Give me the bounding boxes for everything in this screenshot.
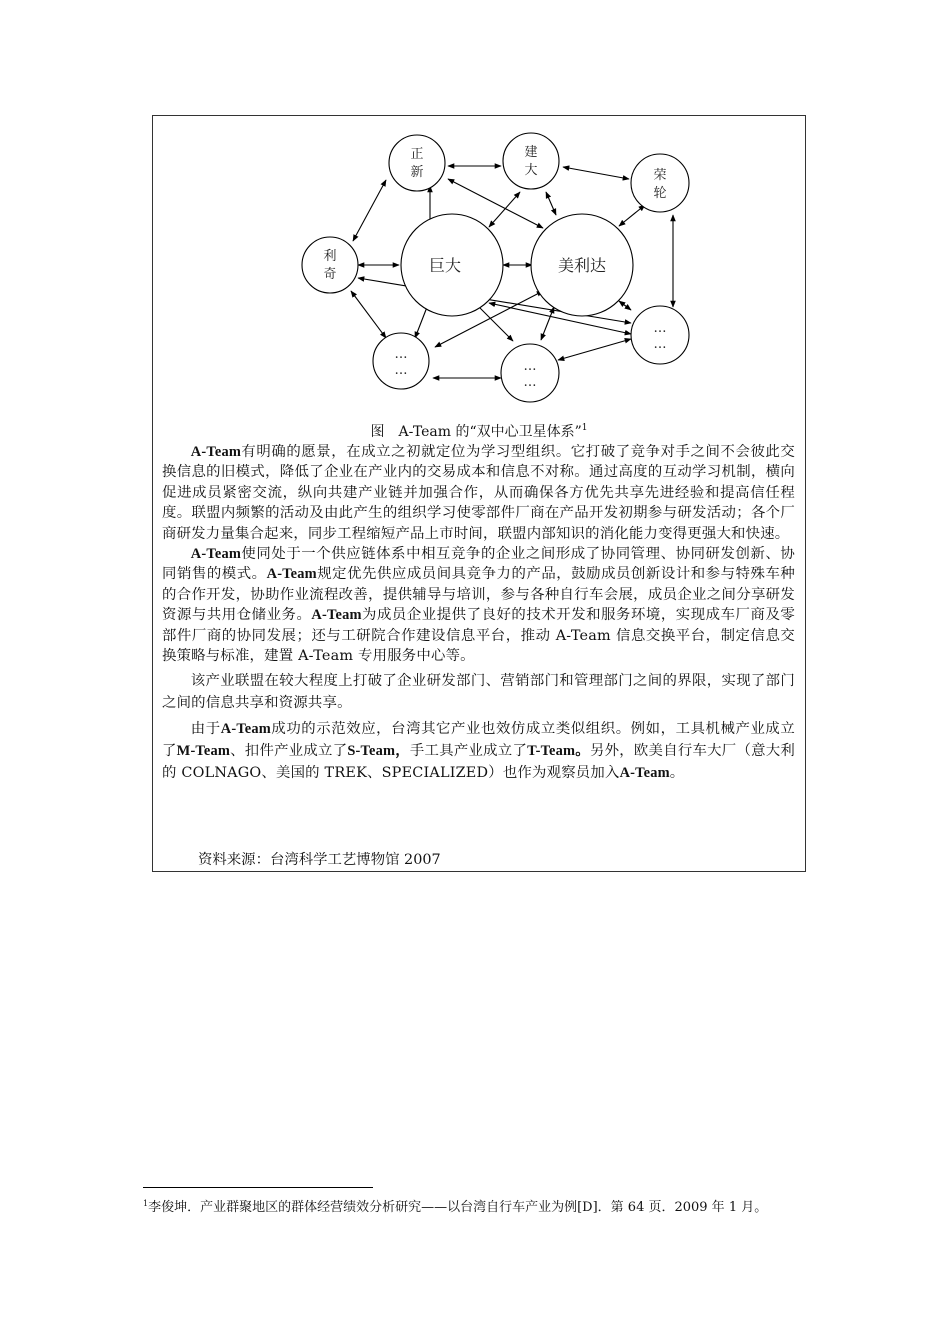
figure-body-text xyxy=(162,442,795,784)
paragraph-1 xyxy=(162,442,795,544)
node-jianda-label-2: 大 xyxy=(524,163,538,178)
p1-text: 有明确的愿景，在成立之初就定位为学习型组织。它打破了竞争对手之间不会彼此交换信息的旧模式，降低了企业在产业内的交易成本和信息不对称。通过高度的互动学习机制，横向促进成员紧密交流，纵向共建产业链并加强合作，从而确保各方优先共享先进经验和提高信任程度。联盟内频繁的活动及由此产生的组织学习使零部件厂商在产品开发初期参与研发活动；各个厂商研发力量集合起来，同步工程缩短产品上市时间，联盟内部知识的消化能力变得更强大和快速。 xyxy=(162,444,795,542)
p2-mid2: A-Team xyxy=(311,607,362,624)
figure-box xyxy=(152,115,806,872)
footnote-separator xyxy=(143,1187,373,1188)
arrow-liqi-zhengxin xyxy=(353,180,386,241)
figure-caption-text: 图 A-Team 的“双中心卫星体系” xyxy=(370,424,582,440)
node-liqi xyxy=(302,237,358,293)
node-ronglun-label-2: 轮 xyxy=(653,186,667,201)
p4-b4: T-Team。 xyxy=(527,743,590,760)
dual-center-satellite-diagram xyxy=(153,116,807,416)
node-dots-r-label-1: … xyxy=(653,321,667,336)
p4-text-a: 由于 xyxy=(190,721,221,738)
p4-text-c: 、扣件产业成立了 xyxy=(230,743,348,760)
p2-text-a: 使同处于一个供应链体系中相互竞争的企业之间形成了协同管理、协同研发创新、协同销售的模式。 xyxy=(162,546,795,583)
p4-b5: A-Team xyxy=(619,765,670,782)
p4-text-f: 。 xyxy=(669,765,685,782)
node-dots-bl-label-2: … xyxy=(394,363,408,378)
arrow-jianda-ronglun xyxy=(563,167,629,179)
footnote xyxy=(143,1194,803,1217)
p2-text-c: 为成员企业提供了良好的技术开发和服务环境，实现成车厂商及零部件厂商的协同发展；还与工研院合作建设信息平台，推动 A-Team 信息交换平台，制定信息交换策略与标准，建置 A-Team 专用服务中心等。 xyxy=(162,607,795,665)
p4-b3: S-Team， xyxy=(347,743,410,760)
paragraph-2 xyxy=(162,544,795,666)
arrow-dots-bc-dots-r xyxy=(558,339,631,360)
p2-mid: A-Team xyxy=(266,566,317,583)
p2-text-b: 规定优先供应成员间具竞争力的产品，鼓励成员创新设计和参与特殊车种的合作开发，协助作业流程改善，提供辅导与培训，参与各种自行车会展，成员企业之间分享研发资源与共用仓储业务。 xyxy=(162,566,796,624)
p4-b1: A-Team xyxy=(220,721,271,738)
node-juda-label: 巨大 xyxy=(428,256,462,275)
arrow-liqi-dots-bl xyxy=(351,291,386,338)
node-ronglun-label-1: 荣 xyxy=(653,168,667,183)
source-note: 资料来源：台湾科学工艺博物馆 2007 xyxy=(198,852,441,868)
footnote-number: 1 xyxy=(143,1199,149,1208)
p4-b2: M-Team xyxy=(176,743,231,760)
p2-lead: A-Team xyxy=(190,546,242,563)
arrow-ronglun-meilida xyxy=(619,205,645,226)
paragraph-3: 该产业联盟在较大程度上打破了企业研发部门、营销部门和管理部门之间的界限，实现了部门之间的信息共享和资源共享。 xyxy=(162,673,795,712)
p4-text-b: 成功的示范效应，台湾其它产业也效仿成立类似组织。例如，工具机械产业成立了 xyxy=(162,721,795,760)
arrow-jianda-meilida xyxy=(546,192,556,215)
node-dots-bc-label-1: … xyxy=(523,359,537,374)
node-liqi-label-1: 利 xyxy=(323,249,337,264)
node-zhengxin-label-1: 正 xyxy=(410,147,424,162)
figure-caption-footnote-ref: 1 xyxy=(581,423,588,433)
node-dots-bl-label-1: … xyxy=(394,347,408,362)
paragraph-4 xyxy=(162,718,795,784)
arrow-meilida-dots-bc xyxy=(541,307,554,340)
p4-text-e: 另外，欧美自行车大厂（意大利的 COLNAGO、美国的 TREK、SPECIALIZED）也作为观察员加入 xyxy=(162,743,795,782)
node-dots-r-label-2: … xyxy=(653,337,667,352)
node-zhengxin-label-2: 新 xyxy=(410,165,424,180)
node-ronglun xyxy=(631,154,689,212)
node-jianda-label-1: 建 xyxy=(524,145,538,160)
arrow-jianda-juda xyxy=(489,192,520,227)
arrow-meilida-dots-r xyxy=(619,301,631,310)
p4-text-d: 手工具产业成立了 xyxy=(409,743,528,760)
node-liqi-label-2: 奇 xyxy=(323,267,337,282)
node-meilida-label: 美利达 xyxy=(557,256,607,275)
p1-lead: A-Team xyxy=(190,444,242,460)
footnote-text: 李俊坤．产业群聚地区的群体经营绩效分析研究——以台湾自行车产业为例[D]．第 64 页．2009 年 1 月。 xyxy=(148,1200,768,1215)
node-zhengxin xyxy=(389,135,445,191)
figure-caption xyxy=(153,418,805,442)
node-dots-bc-label-2: … xyxy=(523,375,537,390)
node-jianda xyxy=(503,133,559,189)
